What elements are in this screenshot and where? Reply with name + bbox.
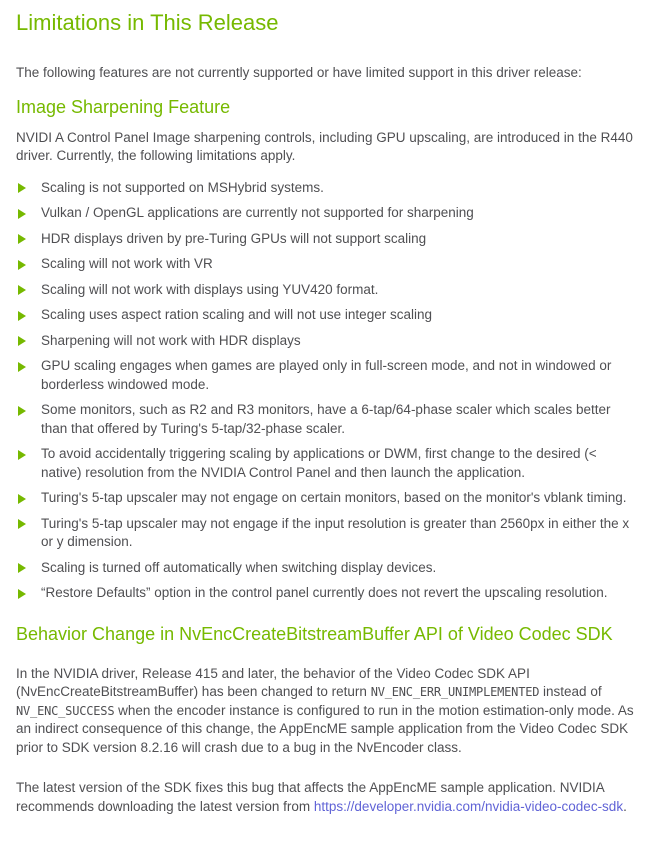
bullet-arrow-icon xyxy=(18,234,26,244)
intro-paragraph: The following features are not currently supported or have limited support in this driver release: xyxy=(16,65,582,80)
bullet-arrow-icon xyxy=(18,260,26,270)
bullet-arrow-icon xyxy=(18,285,26,295)
limitation-bullet-item xyxy=(16,204,640,223)
bullet-arrow-icon xyxy=(18,589,26,599)
limitation-bullet-item xyxy=(16,281,640,300)
limitation-bullet-item xyxy=(16,584,640,603)
limitation-bullet-text: HDR displays driven by pre-Turing GPUs will not support scaling xyxy=(41,230,427,246)
limitation-bullet-text: Sharpening will not work with HDR displays xyxy=(41,332,301,348)
limitation-bullet-item xyxy=(16,230,640,249)
limitation-bullet-text: To avoid accidentally triggering scaling by applications or DWM, first change to the desired (< native) resolution from the NVIDIA Control Panel and then launch the application. xyxy=(41,446,597,480)
bullet-arrow-icon xyxy=(18,209,26,219)
limitation-bullet-text: Scaling is not supported on MSHybrid systems. xyxy=(41,179,324,195)
bullet-arrow-icon xyxy=(18,494,26,504)
limitation-bullet-text: Scaling is turned off automatically when switching display devices. xyxy=(41,559,437,575)
limitation-bullet-text: Turing's 5-tap upscaler may not engage on certain monitors, based on the monitor's vblank timing. xyxy=(41,490,627,505)
section-heading-image-sharpening: Image Sharpening Feature xyxy=(16,96,231,117)
section-heading-behavior-change: Behavior Change in NvEncCreateBitstreamBuffer API of Video Codec SDK xyxy=(16,623,613,644)
limitation-bullet-item xyxy=(16,445,640,482)
limitations-list xyxy=(16,179,640,603)
limitation-bullet-text: Some monitors, such as R2 and R3 monitors, have a 6-tap/64-phase scaler which scales better than that offered by Turing's 5-tap/32-phase scaler. xyxy=(41,402,611,436)
limitation-bullet-item xyxy=(16,401,640,438)
limitation-bullet-item xyxy=(16,332,640,351)
text-run: when the encoder instance is configured to run in the motion estimation-only mode. As an indirect consequence of this change, the AppEncME sample application from the Video Codec SDK prior to SDK version 8.2.16 will crash due to a bug in the NvEncoder class. xyxy=(16,702,634,755)
bullet-arrow-icon xyxy=(18,406,26,416)
limitation-bullet-text: “Restore Defaults” option in the control panel currently does not revert the upscaling resolution. xyxy=(41,585,608,600)
limitation-bullet-text: GPU scaling engages when games are played only in full-screen mode, and not in windowed or borderless windowed mode. xyxy=(41,358,612,392)
inline-code: NV_ENC_SUCCESS xyxy=(16,703,115,718)
bullet-arrow-icon xyxy=(18,362,26,372)
bullet-arrow-icon xyxy=(18,336,26,346)
bullet-arrow-icon xyxy=(18,563,26,573)
video-codec-sdk-link[interactable]: https://developer.nvidia.com/nvidia-video-codec-sdk xyxy=(313,798,624,814)
limitation-bullet-text: Vulkan / OpenGL applications are currently not supported for sharpening xyxy=(41,205,474,220)
limitation-bullet-item xyxy=(16,357,640,394)
bullet-arrow-icon xyxy=(18,311,26,321)
bullet-arrow-icon xyxy=(18,183,26,193)
page-title: Limitations in This Release xyxy=(16,10,279,35)
text-run: . xyxy=(623,798,627,814)
limitation-bullet-item xyxy=(16,306,640,325)
limitation-bullet-item xyxy=(16,489,640,508)
limitation-bullet-text: Turing's 5-tap upscaler may not engage if the input resolution is greater than 2560px in either the x or y dimension. xyxy=(41,515,630,549)
bullet-arrow-icon xyxy=(18,450,26,460)
behavior-change-paragraph-1 xyxy=(16,665,640,758)
limitation-bullet-text: Scaling uses aspect ration scaling and will not use integer scaling xyxy=(41,307,432,322)
limitation-bullet-item xyxy=(16,179,640,198)
behavior-change-paragraph-2 xyxy=(16,779,640,816)
limitation-bullet-item xyxy=(16,255,640,274)
limitation-bullet-text: Scaling will not work with VR xyxy=(41,256,213,271)
limitation-bullet-item xyxy=(16,559,640,578)
text-run: In the NVIDIA driver, Release 415 and later, the behavior of the Video Codec SDK API (NvEncCreateBitstreamBuffer) has been changed to return xyxy=(16,665,530,699)
limitation-bullet-text: Scaling will not work with displays using YUV420 format. xyxy=(41,281,379,297)
bullet-arrow-icon xyxy=(18,519,26,529)
limitation-bullet-item xyxy=(16,515,640,552)
text-run: instead of xyxy=(539,684,602,699)
image-sharpening-paragraph: NVIDI A Control Panel Image sharpening controls, including GPU upscaling, are introduced in the R440 driver. Currently, the following limitations apply. xyxy=(16,129,633,163)
text-run: The latest version of the SDK fixes this bug that affects the AppEncME sample application. NVIDIA recommends downloading the latest version from xyxy=(16,780,605,814)
inline-code: NV_ENC_ERR_UNIMPLEMENTED xyxy=(370,685,540,699)
